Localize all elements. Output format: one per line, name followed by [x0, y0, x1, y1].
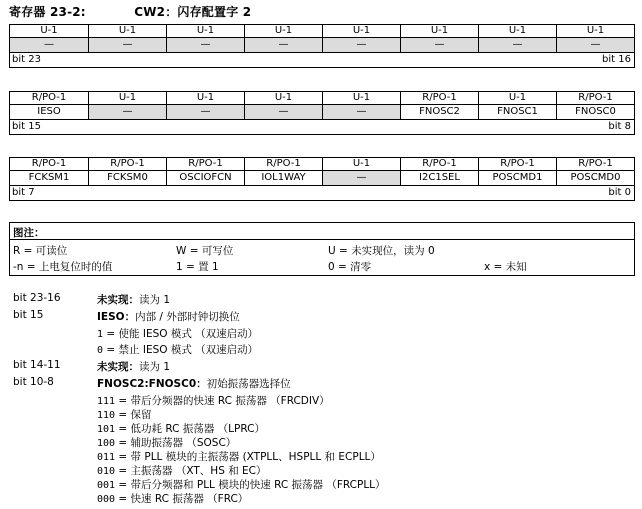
- bit-cell: —: [400, 38, 478, 52]
- bit-cell: —: [10, 38, 88, 52]
- register-table-middle: [9, 91, 635, 135]
- attr-cell: U-1: [478, 92, 556, 104]
- bit-option: [97, 435, 236, 450]
- register-number: 寄存器 23-2:: [9, 5, 86, 19]
- bit-field-name: IESO：: [97, 311, 136, 323]
- bit-number: bit 15: [13, 309, 44, 321]
- bit-option: [97, 407, 152, 422]
- attr-cell: U-1: [88, 25, 166, 37]
- bit-name-row: [10, 104, 634, 119]
- attr-cell: U-1: [322, 92, 400, 104]
- attr-cell: U-1: [166, 92, 244, 104]
- option-text: = 保留: [115, 409, 152, 421]
- legend-box: [9, 222, 635, 276]
- bit-number: bit 14-11: [13, 359, 61, 371]
- register-table-upper: [9, 24, 635, 68]
- bit-field-text: 读为 1: [139, 361, 171, 373]
- bit-range-start: bit 23: [12, 54, 41, 65]
- attr-cell: U-1: [88, 92, 166, 104]
- legend-unimplemented: U = 未实现位，读为 0: [328, 245, 435, 257]
- option-code: 0: [97, 345, 104, 356]
- option-text: = 带后分频器和 PLL 模块的快速 RC 振荡器 （FRCPLL）: [115, 479, 386, 491]
- option-text: = 带 PLL 模块的主振荡器 (XTPLL、HSPLL 和 ECPLL）: [115, 451, 381, 463]
- bit-cell: FNOSC0: [556, 105, 634, 119]
- attr-cell: U-1: [166, 25, 244, 37]
- bit-number: bit 10-8: [13, 376, 54, 388]
- bit-option: [97, 342, 258, 357]
- legend-unknown: x = 未知: [484, 261, 527, 273]
- legend-readable: R = 可读位: [13, 245, 68, 257]
- legend-cleared: 0 = 清零: [328, 261, 372, 273]
- option-text: = 禁止 IESO 模式 （双速启动）: [103, 344, 259, 356]
- attr-cell: R/PO-1: [400, 92, 478, 104]
- bit-field-text: 初始振荡器选择位: [206, 378, 291, 390]
- bit-field-name: 未实现：: [97, 361, 139, 373]
- legend-por-value: -n = 上电复位时的值: [13, 261, 113, 273]
- attr-cell: U-1: [478, 25, 556, 37]
- bit-field-name: FNOSC2:FNOSC0：: [97, 378, 207, 390]
- bit-option: [97, 491, 248, 506]
- bit-range-end: bit 0: [608, 187, 631, 198]
- attr-cell: U-1: [40, 25, 58, 36]
- bit-option: [97, 421, 265, 436]
- option-text: = 主振荡器 （XT、HS 和 EC）: [115, 465, 267, 477]
- attr-cell: R/PO-1: [556, 92, 634, 104]
- bit-cell: POSCMD0: [556, 171, 634, 185]
- bit-cell: —: [322, 171, 400, 185]
- bit-cell: —: [244, 38, 322, 52]
- bit-option: [97, 393, 330, 408]
- attribute-row: [10, 158, 634, 170]
- bit-cell: FCKSM0: [88, 171, 166, 185]
- attr-cell: U-1: [322, 25, 400, 37]
- register-table-lower: [9, 157, 635, 201]
- attr-cell: R/PO-1: [478, 158, 556, 170]
- option-code: 011: [97, 452, 116, 463]
- bit-cell: —: [88, 105, 166, 119]
- option-code: 100: [97, 438, 116, 449]
- bit-description: [97, 292, 170, 307]
- bit-range-row: [10, 185, 634, 200]
- bit-field-text: 内部 / 外部时钟切换位: [135, 311, 240, 323]
- option-text: = 带后分频器的快速 RC 振荡器 （FRCDIV）: [115, 395, 330, 407]
- bit-description: [97, 359, 170, 374]
- attr-cell: U-1: [244, 25, 322, 37]
- bit-number: bit 23-16: [13, 292, 61, 304]
- attr-cell: U-1: [556, 25, 634, 37]
- legend-divider: [10, 239, 634, 240]
- bit-cell: FNOSC2: [400, 105, 478, 119]
- bit-cell: IESO: [10, 105, 88, 119]
- bit-cell: —: [556, 38, 634, 52]
- bit-option: [97, 326, 258, 341]
- bit-cell: —: [478, 38, 556, 52]
- option-code: 111: [97, 396, 116, 407]
- bit-option: [97, 463, 267, 478]
- bit-range-row: [10, 52, 634, 67]
- legend-writable: W = 可写位: [176, 245, 234, 257]
- bit-cell: I2C1SEL: [400, 171, 478, 185]
- bit-option: [97, 477, 386, 492]
- register-title: [9, 3, 251, 20]
- option-code: 000: [97, 494, 116, 505]
- bit-name-row: [10, 170, 634, 185]
- bit-option: [97, 449, 381, 464]
- bit-cell: IOL1WAY: [244, 171, 322, 185]
- attr-cell: R/PO-1: [400, 158, 478, 170]
- bit-description: [97, 309, 240, 324]
- bit-cell: POSCMD1: [478, 171, 556, 185]
- option-code: 010: [97, 466, 116, 477]
- bit-range-start: bit 15: [12, 121, 41, 132]
- option-text: = 使能 IESO 模式 （双速启动）: [103, 328, 259, 340]
- attribute-row: [10, 92, 634, 104]
- option-text: = 辅助振荡器 （SOSC）: [115, 437, 237, 449]
- attr-cell: U-1: [400, 25, 478, 37]
- attr-cell: U-1: [322, 158, 400, 170]
- bit-field-text: 读为 1: [139, 294, 171, 306]
- option-code: 001: [97, 480, 116, 491]
- register-name: CW2：闪存配置字 2: [134, 5, 252, 19]
- bit-range-row: [10, 119, 634, 134]
- bit-field-name: 未实现：: [97, 294, 139, 306]
- bit-cell: FNOSC1: [478, 105, 556, 119]
- bit-cell: OSCIOFCN: [166, 171, 244, 185]
- attr-cell: R/PO-1: [31, 92, 67, 103]
- attr-cell: R/PO-1: [88, 158, 166, 170]
- attr-cell: U-1: [244, 92, 322, 104]
- bit-cell: —: [244, 105, 322, 119]
- bit-cell: —: [88, 38, 166, 52]
- bit-cell: —: [166, 38, 244, 52]
- option-code: 101: [97, 424, 116, 435]
- bit-cell: —: [322, 105, 400, 119]
- option-code: 1: [97, 329, 104, 340]
- bit-cell: —: [322, 38, 400, 52]
- bit-range-end: bit 16: [602, 54, 631, 65]
- option-text: = 低功耗 RC 振荡器 （LPRC）: [115, 423, 265, 435]
- bit-name-row: [10, 37, 634, 52]
- bit-cell: —: [166, 105, 244, 119]
- attr-cell: R/PO-1: [31, 158, 67, 169]
- attribute-row: [10, 25, 634, 37]
- legend-title: 图注：: [13, 227, 45, 239]
- attr-cell: R/PO-1: [244, 158, 322, 170]
- attr-cell: R/PO-1: [166, 158, 244, 170]
- bit-range-start: bit 7: [12, 187, 35, 198]
- bit-description: [97, 376, 291, 391]
- bit-cell: FCKSM1: [10, 171, 88, 185]
- legend-set: 1 = 置 1: [176, 261, 219, 273]
- option-text: = 快速 RC 振荡器 （FRC）: [115, 493, 249, 505]
- option-code: 110: [97, 410, 116, 421]
- bit-range-end: bit 8: [608, 121, 631, 132]
- attr-cell: R/PO-1: [556, 158, 634, 170]
